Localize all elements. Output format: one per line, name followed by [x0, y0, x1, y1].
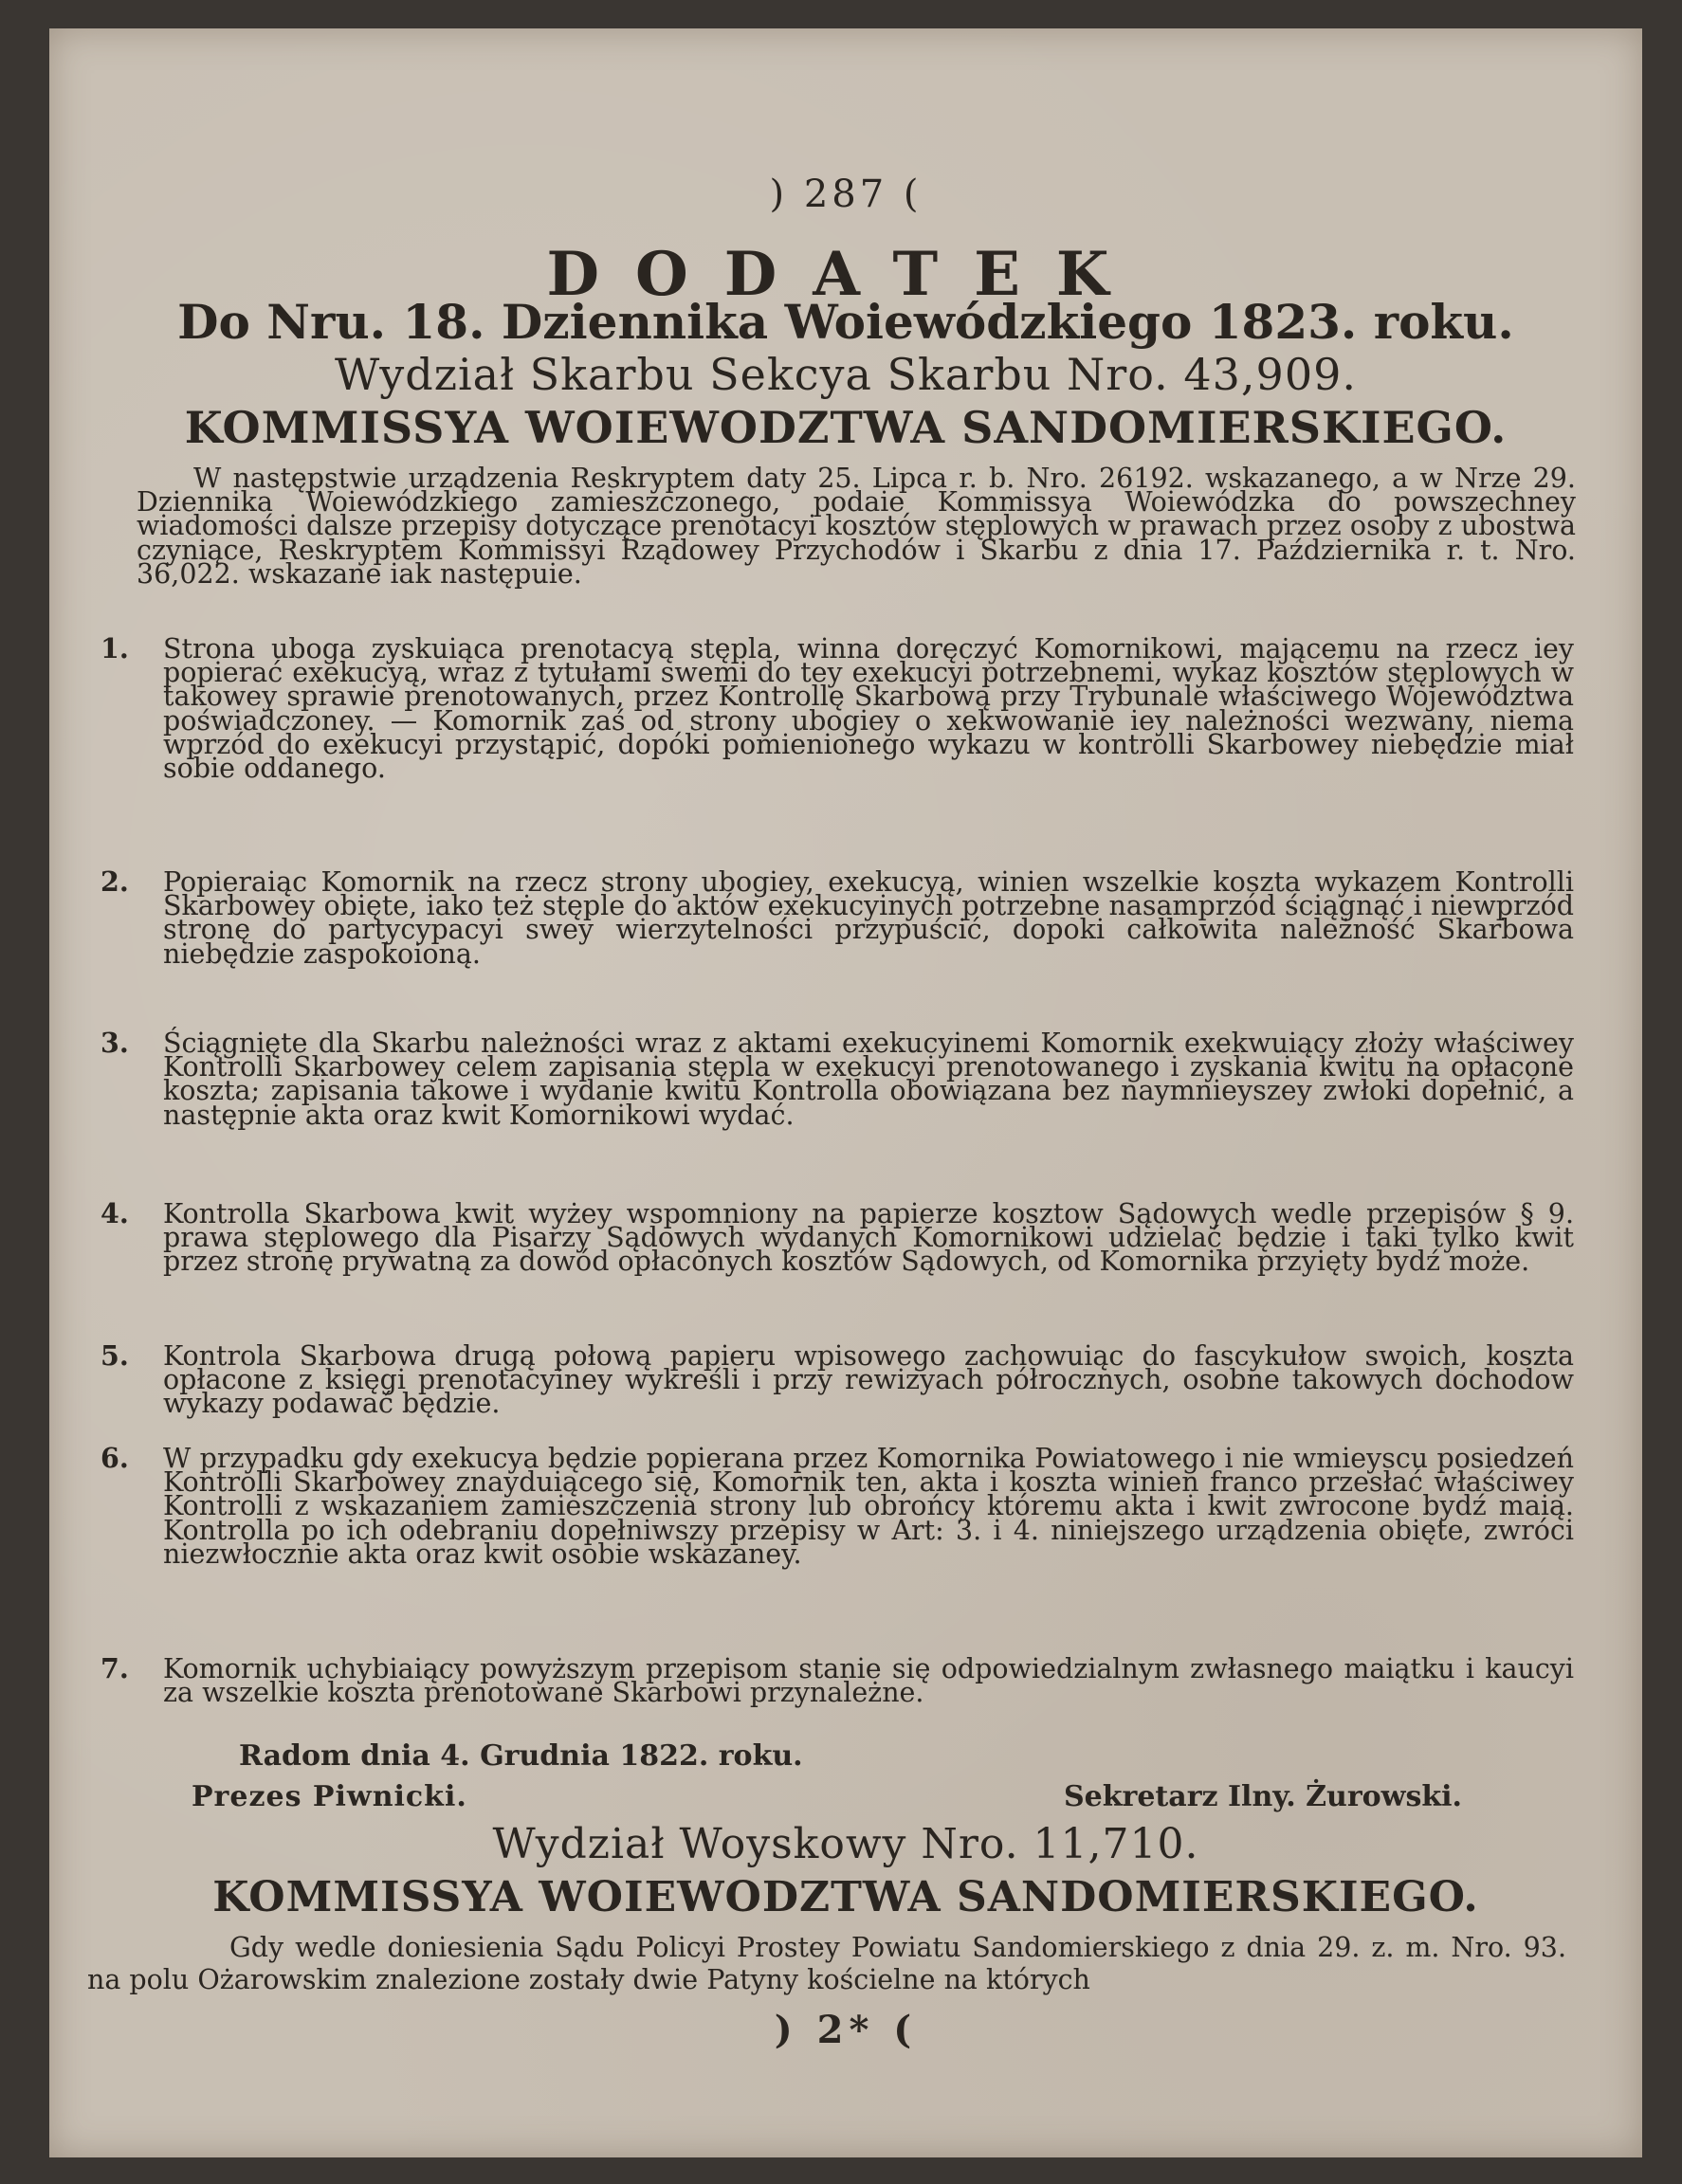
item-text: Popieraiąc Komornik na rzecz strony ubogiey, exekucyą, winien wszelkie koszta wykazem Kontrolli Skarbowey obięte, iako też stęple do aktów exekucyinych potrzebne nasamprzód ściągnąć i niewprzód stronę do partycypacyi swey wierzytelności przypuścić, dopoki całkowita należność Skarbowa niebędzie zaspokoioną.: [163, 866, 1574, 970]
item-text: Komornik uchybiaiący powyższym przepisom stanie się odpowiedzialnym zwłasnego maiątku i kaucyi za wszelkie koszta prenotowane Skarbowi przynależne.: [163, 1653, 1574, 1709]
list-item: [101, 1442, 1574, 1570]
document-page: [49, 28, 1642, 2157]
list-item: [101, 1027, 1574, 1131]
commission-heading: KOMMISSYA WOIEWODZTWA SANDOMIERSKIEGO.: [184, 402, 1508, 453]
intro-paragraph: W następstwie urządzenia Reskryptem daty 25. Lipca r. b. Nro. 26192. wskazanego, a w Nrze 29. Dziennika Woiewódzkiego zamieszczonego, podaie Kommissya Woiewódzka do powszechney wiadomości dalsze przepisy dotyczące prenotacyi kosztów stęplowych w prawach przez osoby z ubostwa czyniące, Reskryptem Kommissyi Rządowey Przychodów i Skarbu z dnia 17. Października r. t. Nro. 36,022. wskazane iak następuie.: [137, 463, 1576, 590]
page-number: ) 287 (: [769, 173, 923, 216]
list-item: [101, 1339, 1574, 1420]
military-department-heading: Wydział Woyskowy Nro. 11,710.: [492, 1820, 1199, 1868]
list-item: [101, 865, 1574, 970]
item-text: W przypadku gdy exekucya będzie popierana przez Komornika Powiatowego i nie wmieyscu posiedzeń Kontrolli Skarbowey znayduiącego się, Komornik ten, akta i koszta winien franco przesłać właściwey Kontrolli z wskazaniem zamieszczenia strony lub obrońcy któremu akta i kwit zwrocone bydź maią. Kontrolla po ich odebraniu dopełniwszy przepisy w Art: 3. i 4. niniejszego urządzenia obięte, zwróci niezwłocznie akta oraz kwit osobie wskazaney.: [163, 1443, 1574, 1570]
department-heading: Wydział Skarbu Sekcya Skarbu Nro. 43,909.: [335, 349, 1357, 400]
item-number: 4.: [101, 1197, 129, 1229]
item-text: Kontrolla Skarbowa kwit wyżey wspomniony na papierze kosztow Sądowych wedle przepisów § 9. prawa stęplowego dla Pisarzy Sądowych wydanych Komornikowi udzielać będzie i taki tylko kwit przez stronę prywatną za dowód opłaconych kosztów Sądowych, od Komornika przyięty bydź może.: [163, 1198, 1574, 1278]
document-subtitle: Do Nru. 18. Dziennika Woiewódzkiego 1823. roku.: [177, 294, 1514, 350]
item-number: 5.: [101, 1339, 129, 1372]
list-item: [101, 1652, 1574, 1709]
item-number: 1.: [101, 632, 129, 664]
item-number: 3.: [101, 1027, 129, 1059]
item-number: 6.: [101, 1442, 129, 1474]
item-number: 2.: [101, 865, 129, 898]
item-text: Ściągnięte dla Skarbu należności wraz z aktami exekucyinemi Komornik exekwuiący złoży właściwey Kontrolli Skarbowey celem zapisania stępla w exekucyi prenotowanego i zyskania kwitu na opłacone koszta; zapisania takowe i wydanie kwitu Kontrolla obowiązana bez naymnieyszey zwłoki dopełnić, a następnie akta oraz kwit Komornikowi wydać.: [163, 1028, 1574, 1131]
item-number: 7.: [101, 1652, 129, 1684]
document-heading: DODATEK: [546, 239, 1145, 310]
president-signature: Prezes Piwnicki.: [192, 1780, 467, 1813]
secretary-signature: Sekretarz Ilny. Żurowski.: [1064, 1780, 1462, 1813]
date-line: Radom dnia 4. Grudnia 1822. roku.: [239, 1739, 803, 1773]
military-paragraph: Gdy wedle doniesienia Sądu Policyi Prostey Powiatu Sandomierskiego z dnia 29. z. m. Nro. 93. na polu Ożarowskim znalezione zostały dwie Patyny kościelne na których: [87, 1932, 1566, 1995]
list-item: [101, 632, 1574, 785]
item-text: Strona uboga zyskuiąca prenotacyą stępla, winna doręczyć Komornikowi, mającemu na rzecz iey popierać exekucyą, wraz z tytułami swemi do tey exekucyi potrzebnemi, wykaz kosztów stęplowych w takowey sprawie prenotowanych, przez Kontrollę Skarbową przy Trybunale właściwego Województwa poświadczoney. — Komornik zaś od strony ubogiey o xekwowanie iey należności wezwany, niema wprzód do exekucyi przystąpić, dopóki pomienionego wykazu w kontrolli Skarbowey niebędzie miał sobie oddanego.: [163, 633, 1574, 785]
printer-signature-mark: ) 2* (: [774, 2008, 918, 2052]
commission-heading-2: KOMMISSYA WOIEWODZTWA SANDOMIERSKIEGO.: [212, 1873, 1479, 1921]
item-text: Kontrola Skarbowa drugą połową papieru wpisowego zachowuiąc do fascykułow swoich, koszta opłacone z księgi prenotacyiney wykreśli i przy rewizyach półrocznych, osobne takowych dochodow wykazy podawać będzie.: [163, 1340, 1574, 1420]
list-item: [101, 1197, 1574, 1278]
